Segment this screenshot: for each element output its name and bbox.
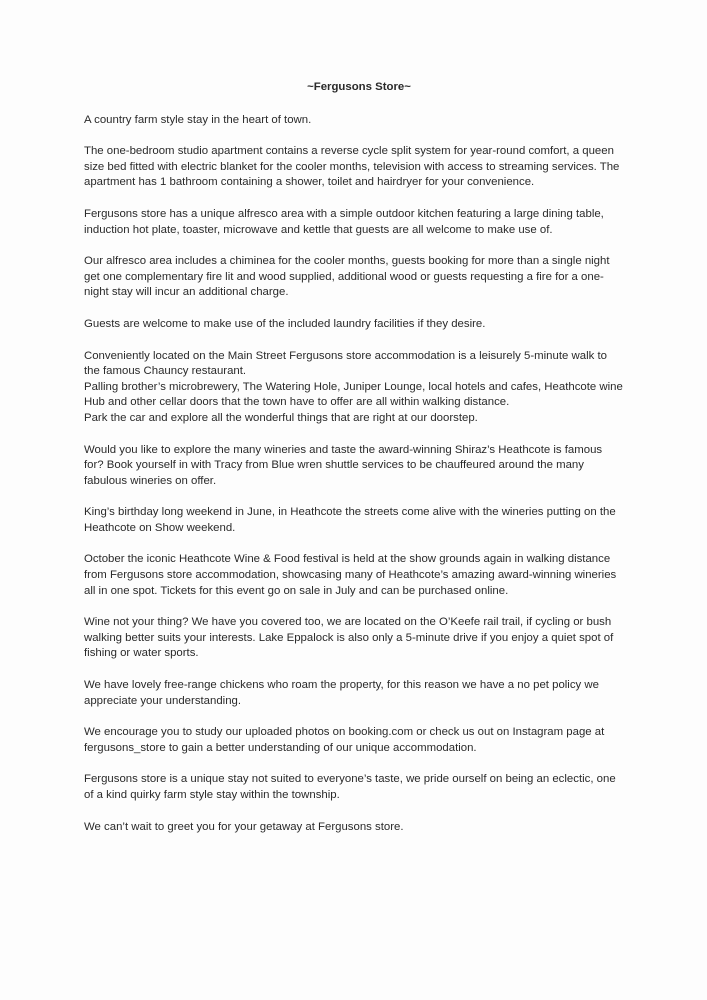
wine-food-festival-paragraph: October the iconic Heathcote Wine & Food festival is held at the show grounds again in walking distance from Fergusons store accommodation, showcasing many of Heathcote’s amazing award-winning wineries all in one spot. Tickets for this event go on sale in July and can be purchased online.: [84, 553, 617, 597]
location-paragraph: [84, 349, 624, 427]
rail-trail-paragraph: Wine not your thing? We have you covered too, we are located on the O’Keefe rail trail, if cycling or bush walking better suits your interests. Lake Eppalock is also only a 5-minute drive if you enjoy a quiet spot of fishing or water sports.: [84, 616, 614, 660]
eclectic-stay-paragraph: Fergusons store is a unique stay not suited to everyone’s taste, we pride ourself on being an eclectic, one of a kind quirky farm style stay within the township.: [84, 773, 616, 801]
laundry-paragraph: Guests are welcome to make use of the included laundry facilities if they desire.: [84, 317, 486, 330]
document-title: ~Fergusons Store~: [307, 81, 411, 93]
apartment-paragraph: The one-bedroom studio apartment contains a reverse cycle split system for year-round comfort, a queen size bed fitted with electric blanket for the cooler months, television with access to streaming services. The apartment has 1 bathroom containing a shower, toilet and hairdryer for your convenience.: [84, 145, 620, 189]
closing-paragraph: We can’t wait to greet you for your getaway at Fergusons store.: [84, 820, 404, 833]
document-body: [84, 80, 624, 835]
alfresco-kitchen-paragraph: Fergusons store has a unique alfresco area with a simple outdoor kitchen featuring a large dining table, induction hot plate, toaster, microwave and kettle that guests are all welcome to make use of.: [84, 207, 604, 236]
wineries-paragraph: Would you like to explore the many wineries and taste the award-winning Shiraz’s Heathcote is famous for? Book yourself in with Tracy from Blue wren shuttle services to be chauffeured around the many fabulous wineries on offer.: [84, 443, 603, 487]
location-line: Palling brother’s microbrewery, The Watering Hole, Juniper Lounge, local hotels and cafes, Heathcote wine Hub and other cellar doors that the town have to offer are all within walking distance.: [84, 380, 623, 409]
location-line: Conveniently located on the Main Street Fergusons store accommodation is a leisurely 5-minute walk to the famous Chauncy restaurant.: [84, 349, 607, 378]
no-pet-policy-paragraph: We have lovely free-range chickens who roam the property, for this reason we have a no pet policy we appreciate your understanding.: [84, 679, 599, 707]
kings-birthday-paragraph: King’s birthday long weekend in June, in Heathcote the streets come alive with the wineries putting on the Heathcote on Show weekend.: [84, 506, 616, 534]
photos-instagram-paragraph: We encourage you to study our uploaded photos on booking.com or check us out on Instagram page at fergusons_store to gain a better understanding of our unique accommodation.: [84, 726, 605, 754]
intro-paragraph: A country farm style stay in the heart of town.: [84, 113, 312, 126]
chiminea-paragraph: Our alfresco area includes a chiminea for the cooler months, guests booking for more than a single night get one complementary fire lit and wood supplied, additional wood or guests requesting a fire for a one-night stay will incur an additional charge.: [84, 255, 610, 299]
location-line: Park the car and explore all the wonderful things that are right at our doorstep.: [84, 411, 478, 424]
